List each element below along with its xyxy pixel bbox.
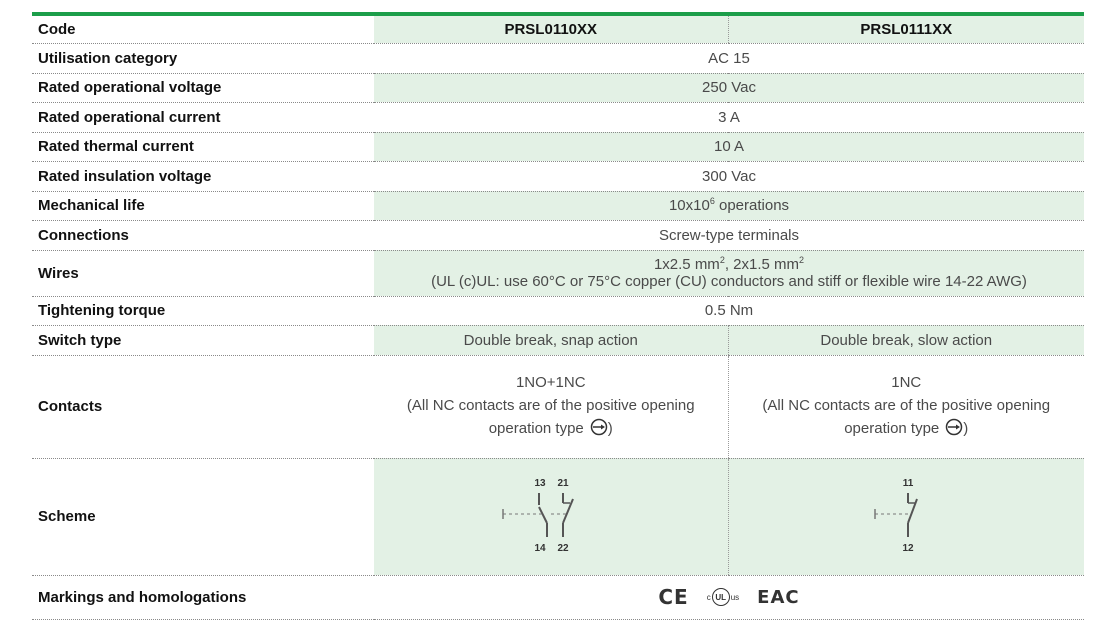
- row-thermal: [32, 132, 1084, 161]
- homologation-marks: [658, 585, 799, 609]
- label-scheme: Scheme: [32, 458, 374, 575]
- value-wires: [374, 250, 1084, 296]
- scheme-1nc: [728, 458, 1084, 575]
- positive-opening-icon: [590, 418, 608, 443]
- terminal-11: 11: [902, 477, 914, 489]
- terminal-14: 14: [534, 542, 546, 554]
- cul-us-mark-icon: c UL us: [707, 588, 739, 606]
- label-code: Code: [32, 16, 374, 43]
- row-utilisation: [32, 43, 1084, 73]
- row-torque: [32, 296, 1084, 325]
- row-scheme: [32, 458, 1084, 575]
- value-mechanical: $10x10^6$ operations: [374, 191, 1084, 220]
- label-markings: Markings and homologations: [32, 575, 374, 619]
- label-connections: Connections: [32, 220, 374, 250]
- value-connections: Screw-type terminals: [374, 220, 1084, 250]
- label-contacts: Contacts: [32, 355, 374, 458]
- value-utilisation: AC 15: [374, 43, 1084, 73]
- value-thermal: 10 A: [374, 132, 1084, 161]
- wires-line-1: 1x2.5 $mm^2$, 2x1.5 $mm^2$: [653, 255, 805, 273]
- label-insulation: Rated insulation voltage: [32, 161, 374, 191]
- terminal-21: 21: [557, 477, 569, 489]
- label-thermal: Rated thermal current: [32, 132, 374, 161]
- code-prsl0110xx: PRSL0110XX: [374, 16, 728, 43]
- value-torque: 0.5 Nm: [374, 296, 1084, 325]
- ce-mark-icon: CE: [658, 585, 689, 609]
- row-switch-type: [32, 325, 1084, 355]
- terminal-13: 13: [534, 477, 546, 489]
- row-mechanical: [32, 191, 1084, 220]
- scheme-1nc-1no: [374, 458, 728, 575]
- positive-opening-icon: [945, 418, 963, 443]
- wires-line-2: (UL (c)UL: use 60°C or 75°C copper (CU) conductors and stiff or flexible wire 14-22 AWG): [431, 273, 1027, 290]
- value-insulation: 300 Vac: [374, 161, 1084, 191]
- label-current: Rated operational current: [32, 102, 374, 132]
- value-switch-type-1: Double break, snap action: [374, 325, 728, 355]
- value-current: 3 A: [374, 102, 1084, 132]
- scheme-diagram-2: [871, 473, 941, 557]
- value-contacts-2: 1NC (All NC contacts are of the positive opening operation type ): [728, 355, 1084, 458]
- eac-mark-icon: EAC: [757, 586, 800, 608]
- row-connections: [32, 220, 1084, 250]
- label-utilisation: Utilisation category: [32, 43, 374, 73]
- row-wires: [32, 250, 1084, 296]
- row-insulation: [32, 161, 1084, 191]
- spec-sheet: [32, 12, 1084, 620]
- label-mechanical: Mechanical life: [32, 191, 374, 220]
- row-markings: [32, 575, 1084, 619]
- value-switch-type-2: Double break, slow action: [728, 325, 1084, 355]
- label-switch-type: Switch type: [32, 325, 374, 355]
- row-voltage: [32, 73, 1084, 102]
- terminal-12: 12: [902, 542, 914, 554]
- value-markings: [374, 575, 1084, 619]
- row-current: [32, 102, 1084, 132]
- code-prsl0111xx: PRSL0111XX: [728, 16, 1084, 43]
- label-torque: Tightening torque: [32, 296, 374, 325]
- value-voltage: 250 Vac: [374, 73, 1084, 102]
- terminal-22: 22: [557, 542, 569, 554]
- row-code: [32, 16, 1084, 43]
- spec-table: [32, 16, 1084, 620]
- scheme-diagram-1: [501, 473, 601, 557]
- label-voltage: Rated operational voltage: [32, 73, 374, 102]
- label-wires: Wires: [32, 250, 374, 296]
- value-contacts-1: 1NO+1NC (All NC contacts are of the positive opening operation type ): [374, 355, 728, 458]
- row-contacts: [32, 355, 1084, 458]
